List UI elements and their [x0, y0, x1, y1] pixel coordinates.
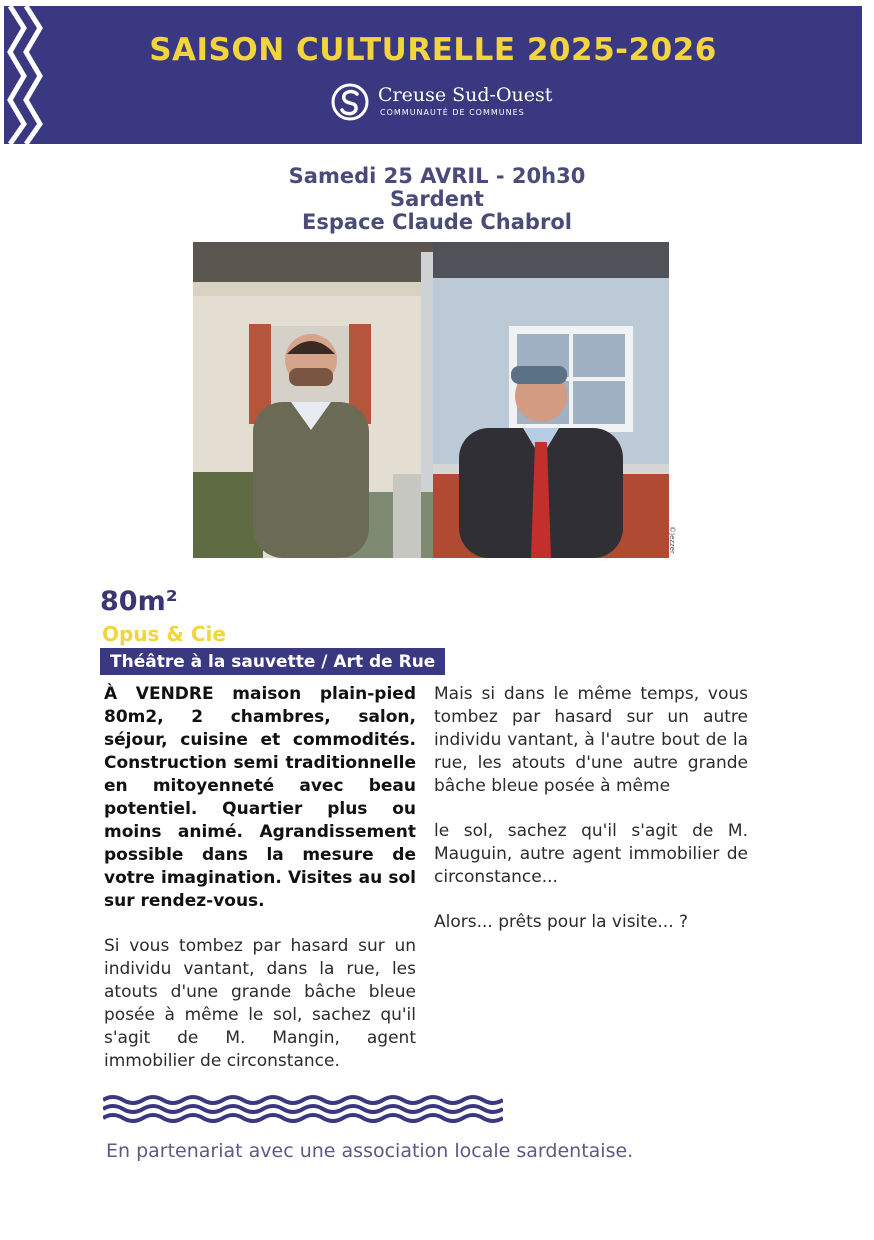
logo-name: Creuse Sud-Ouest — [378, 84, 553, 106]
genre-badge: Théâtre à la sauvette / Art de Rue — [100, 648, 445, 675]
story-paragraph-1: Si vous tombez par hasard sur un individu vantant, dans la rue, les atouts d'une grande bâche bleue posée à même le sol, sachez qu'il s'agit de M. Mangin, agent immobilier de circonstance. — [104, 936, 416, 1071]
company-name: Opus & Cie — [102, 622, 226, 646]
show-photo — [193, 242, 669, 558]
event-info — [0, 165, 874, 234]
swirl-logo-icon — [330, 82, 370, 122]
header-banner — [4, 6, 862, 144]
ad-paragraph: À VENDRE maison plain-pied 80m2, 2 chambres, salon, séjour, cuisine et commodités. Construction semi traditionnelle en mitoyenneté avec beau potentiel. Quartier plus ou moins animé. Agrandissement possible dans la mesure de votre imagination. Visites au sol sur rendez-vous. — [104, 684, 416, 911]
story-paragraph-4: Alors... prêts pour la visite... ? — [434, 912, 689, 932]
event-date: Samedi 25 AVRIL - 20h30 — [288, 164, 586, 188]
description-left — [104, 683, 416, 1095]
event-venue: Espace Claude Chabrol — [302, 210, 572, 234]
story-paragraph-2: Mais si dans le même temps, vous tombez par hasard sur un autre individu vantant, à l'autre bout de la rue, les atouts d'une autre grande bâche bleue posée à même — [434, 684, 748, 796]
description-right — [434, 683, 748, 956]
story-paragraph-3: le sol, sachez qu'il s'agit de M. Mauguin, autre agent immobilier de circonstance... — [434, 821, 748, 887]
photo-illustration — [193, 242, 669, 558]
show-title: 80m² — [100, 586, 178, 617]
partnership-note: En partenariat avec une association locale sardentaise. — [106, 1140, 634, 1162]
season-title: SAISON CULTURELLE 2025-2026 — [149, 32, 717, 68]
event-town: Sardent — [390, 187, 484, 211]
photo-credit: ©Jezzer — [668, 526, 676, 554]
logo-subtitle: COMMUNAUTÉ DE COMMUNES — [380, 108, 525, 117]
zigzag-decoration — [4, 6, 54, 144]
wave-divider — [103, 1094, 503, 1124]
